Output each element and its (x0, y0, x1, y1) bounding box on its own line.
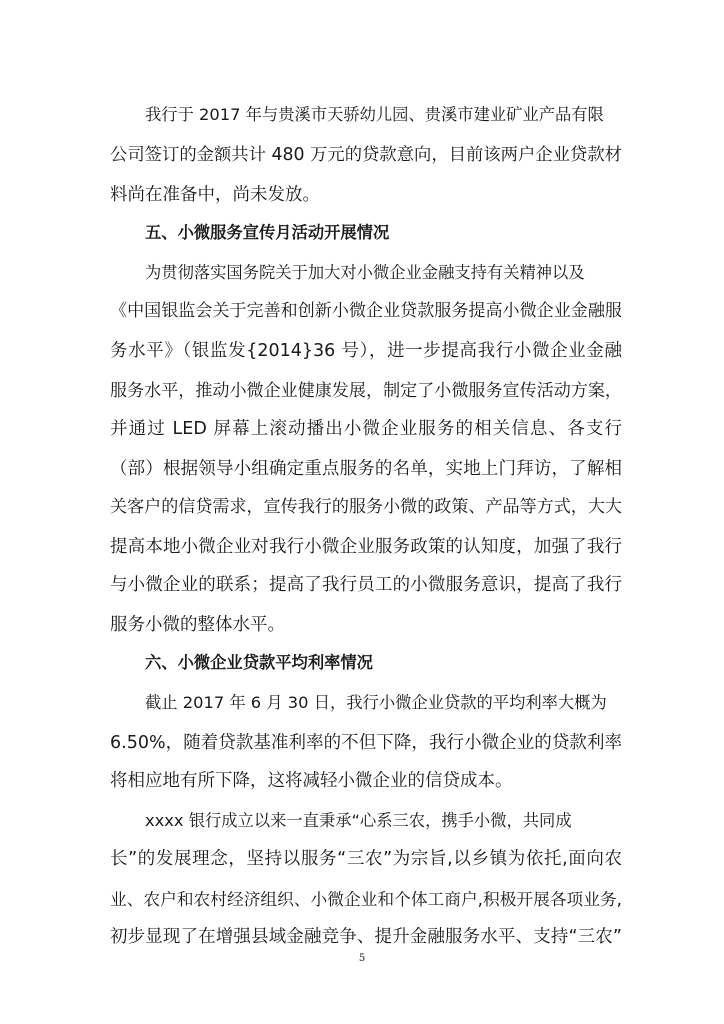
page-number: 5 (358, 953, 366, 964)
paragraph-line: 业、农户和农村经济组织、小微企业和个体工商户,积极开展各项业务, (110, 889, 622, 909)
paragraph-line: 提高本地小微企业对我行小微企业服务政策的认知度，加强了我行 (110, 537, 622, 557)
paragraph-line: 初步显现了在增强县域金融竞争、提升金融服务水平、支持“三农” (110, 927, 622, 947)
paragraph-line: 服务小微的整体水平。 (110, 615, 285, 635)
paragraph-line: xxxx 银行成立以来一直秉承“心系三农，携手小微，共同成 (145, 811, 572, 830)
paragraph-line: 将相应地有所下降，这将减轻小微企业的信贷成本。 (110, 771, 513, 791)
paragraph-line: 公司签订的金额共计 480 万元的贷款意向，目前该两户企业贷款材 (110, 145, 622, 165)
paragraph-line: 6.50%，随着贷款基准利率的不但下降，我行小微企业的贷款利率 (110, 733, 622, 753)
paragraph-line: 料尚在准备中，尚未发放。 (110, 185, 320, 205)
paragraph-line: （部）根据领导小组确定重点服务的名单，实地上门拜访，了解相 (110, 459, 622, 479)
section-heading: 五、小微服务宣传月活动开展情况 (145, 223, 390, 242)
paragraph-line: 为贯彻落实国务院关于加大对小微企业金融支持有关精神以及 (145, 263, 585, 282)
paragraph-line: 服务水平，推动小微企业健康发展，制定了小微服务宣传活动方案， (110, 381, 622, 401)
paragraph-line: 关客户的信贷需求，宣传我行的服务小微的政策、产品等方式，大大 (110, 497, 622, 517)
paragraph-line: 并通过 LED 屏幕上滚动播出小微企业服务的相关信息、各支行 (110, 419, 622, 439)
section-heading: 六、小微企业贷款平均利率情况 (145, 653, 373, 672)
paragraph-line: 与小微企业的联系；提高了我行员工的小微服务意识，提高了我行 (110, 575, 622, 595)
paragraph-line: 《中国银监会关于完善和创新小微企业贷款服务提高小微企业金融服 (110, 301, 622, 321)
paragraph-line: 务水平》（银监发{2014}36 号），进一步提高我行小微企业金融 (110, 341, 622, 361)
paragraph-line: 截止 2017 年 6 月 30 日，我行小微企业贷款的平均利率大概为 (145, 693, 607, 712)
paragraph-line: 我行于 2017 年与贵溪市天骄幼儿园、贵溪市建业矿业产品有限 (145, 105, 604, 124)
paragraph-line: 长”的发展理念，坚持以服务“三农”为宗旨,以乡镇为依托,面向农 (110, 849, 622, 869)
